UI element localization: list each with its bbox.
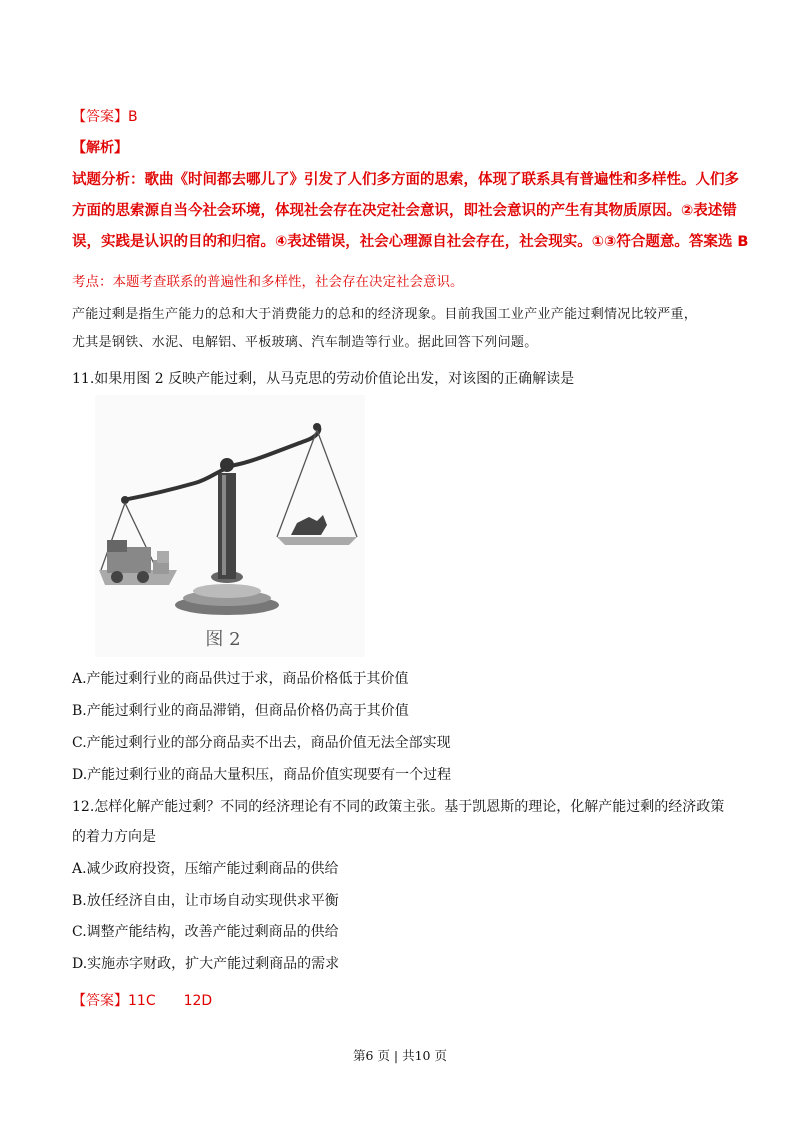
answer-label-1: 【答案】B — [72, 109, 138, 125]
analysis-line-1: 试题分析：歌曲《时间都去哪儿了》引发了人们多方面的思索，体现了联系具有普遍性和多样性。人们多 — [72, 172, 739, 188]
q11-stem: 11.如果用图 2 反映产能过剩，从马克思的劳动价值论出发，对该图的正确解读是 — [72, 371, 575, 387]
scale-base-top — [193, 584, 261, 598]
intro-line-2: 尤其是钢铁、水泥、电解铝、平板玻璃、汽车制造等行业。据此回答下列问题。 — [72, 335, 538, 350]
q12-option-a: A.减少政府投资，压缩产能过剩商品的供给 — [72, 861, 339, 877]
q12-option-d: D.实施赤字财政，扩大产能过剩商品的需求 — [72, 956, 340, 972]
page-footer: 第6 页 | 共10 页 — [353, 1048, 447, 1063]
right-pan — [277, 537, 357, 545]
answer-label-2: 【答案】11C 12D — [72, 993, 213, 1009]
q12-option-c: C.调整产能结构，改善产能过剩商品的供给 — [72, 924, 339, 940]
intro-line-1: 产能过剩是指生产能力的总和大于消费能力的总和的经济现象。目前我国工业产业产能过剩情况比较严重， — [72, 307, 698, 322]
q12-option-b: B.放任经济自由，让市场自动实现供求平衡 — [72, 893, 339, 909]
q11-option-d: D.产能过剩行业的商品大量积压，商品价值实现要有一个过程 — [72, 767, 452, 783]
q12-stem-line-2: 的着力方向是 — [72, 829, 156, 845]
q11-option-b: B.产能过剩行业的商品滞销，但商品价格仍高于其价值 — [72, 703, 409, 719]
scale-pillar — [218, 473, 236, 579]
q12-stem-line-1: 12.怎样化解产能过剩？不同的经济理论有不同的政策主张。基于凯恩斯的理论，化解产能过剩的经济政策 — [72, 799, 725, 815]
kaodian-line: 考点：本题考查联系的普遍性和多样性，社会存在决定社会意识。 — [72, 274, 464, 290]
figure-caption: 图 2 — [205, 629, 241, 650]
analysis-label: 【解析】 — [72, 140, 128, 156]
analysis-line-3: 误，实践是认识的目的和归宿。④表述错误，社会心理源自社会存在，社会现实。①③符合题意。答案选 B — [72, 234, 749, 250]
figure-2-balance-scale — [95, 395, 365, 657]
analysis-line-2: 方面的思索源自当今社会环境，体现社会存在决定社会意识，即社会意识的产生有其物质原因。②表述错 — [72, 203, 737, 219]
q11-option-a: A.产能过剩行业的商品供过于求，商品价格低于其价值 — [72, 671, 409, 687]
q11-option-c: C.产能过剩行业的部分商品卖不出去，商品价值无法全部实现 — [72, 735, 451, 751]
